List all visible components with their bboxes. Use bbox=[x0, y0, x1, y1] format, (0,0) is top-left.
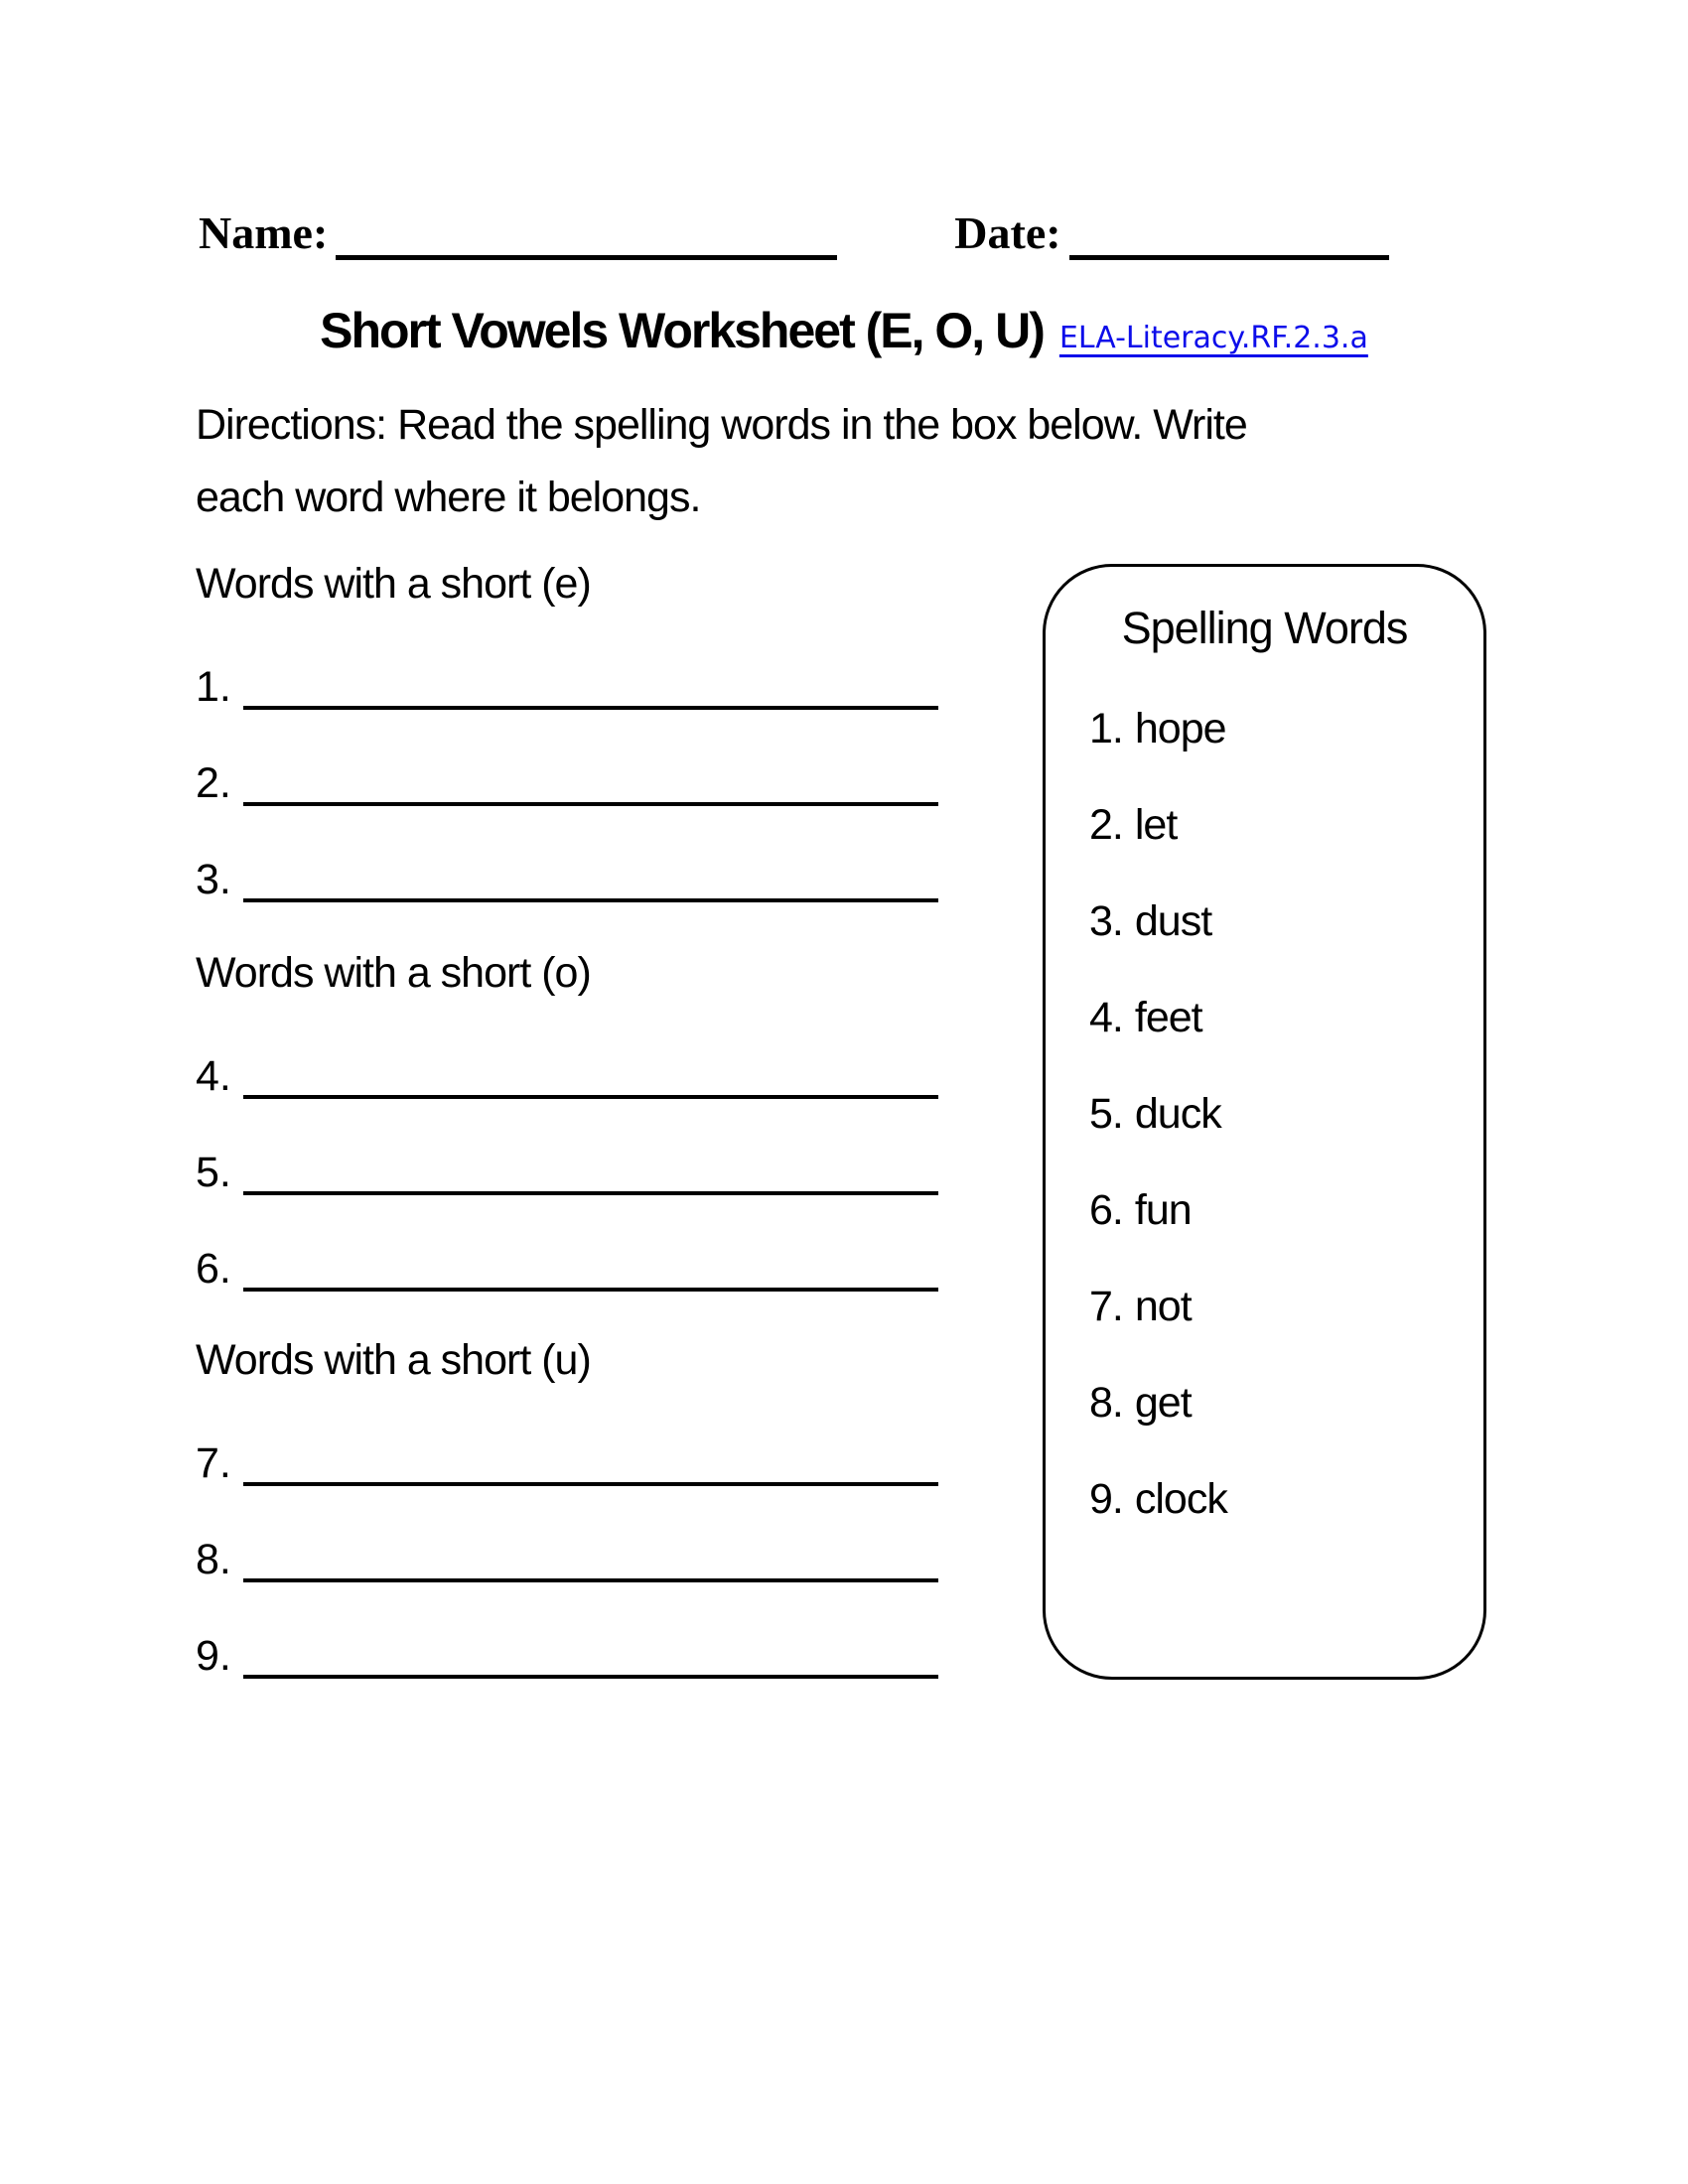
date-blank-line bbox=[1069, 202, 1389, 260]
blank-number-4: 4. bbox=[196, 1052, 231, 1100]
answer-blank-line-9 bbox=[243, 1578, 938, 1679]
directions-line-2: each word where it belongs. bbox=[196, 474, 701, 521]
section-short-u bbox=[196, 1330, 938, 1679]
directions-line-1: Directions: Read the spelling words in the box below. Write bbox=[196, 401, 1247, 449]
title-row bbox=[0, 301, 1688, 360]
word-number-4: 4. bbox=[1089, 994, 1123, 1041]
spelling-word-item-7 bbox=[1089, 1284, 1483, 1329]
spelling-word-item-6 bbox=[1089, 1187, 1483, 1233]
word-number-7: 7. bbox=[1089, 1283, 1123, 1330]
word-number-3: 3. bbox=[1089, 897, 1123, 945]
word-text-5: duck bbox=[1134, 1090, 1221, 1138]
word-number-2: 2. bbox=[1089, 801, 1123, 849]
answer-blank-line-7 bbox=[243, 1386, 938, 1486]
directions-text bbox=[196, 389, 1247, 534]
spelling-word-item-8 bbox=[1089, 1380, 1483, 1426]
name-date-row bbox=[199, 202, 1389, 260]
word-text-9: clock bbox=[1134, 1475, 1227, 1523]
ela-standard-link[interactable]: ELA-Literacy.RF.2.3.a bbox=[1058, 321, 1368, 355]
page-title: Short Vowels Worksheet (E, O, U) bbox=[320, 303, 1044, 358]
section-heading-short-u: Words with a short (u) bbox=[196, 1336, 591, 1384]
spelling-word-item-1 bbox=[1089, 706, 1483, 751]
blank-number-9: 9. bbox=[196, 1632, 231, 1680]
answer-blank-line-2 bbox=[243, 706, 938, 806]
spelling-word-item-9 bbox=[1089, 1476, 1483, 1522]
word-number-6: 6. bbox=[1089, 1186, 1123, 1234]
spelling-word-item-2 bbox=[1089, 802, 1483, 848]
blank-number-7: 7. bbox=[196, 1439, 231, 1487]
word-text-1: hope bbox=[1134, 705, 1226, 752]
blank-row-8 bbox=[196, 1486, 938, 1582]
blank-row-5 bbox=[196, 1099, 938, 1195]
blank-row-2 bbox=[196, 710, 938, 806]
blank-row-6 bbox=[196, 1195, 938, 1292]
date-label: Date: bbox=[954, 207, 1061, 258]
blank-number-8: 8. bbox=[196, 1536, 231, 1583]
word-number-8: 8. bbox=[1089, 1379, 1123, 1427]
spelling-word-item-5 bbox=[1089, 1091, 1483, 1137]
section-heading-short-o: Words with a short (o) bbox=[196, 949, 591, 997]
blank-row-3 bbox=[196, 806, 938, 902]
answer-blank-line-4 bbox=[243, 999, 938, 1099]
blank-number-5: 5. bbox=[196, 1149, 231, 1196]
spelling-word-item-4 bbox=[1089, 995, 1483, 1040]
section-heading-short-e: Words with a short (e) bbox=[196, 560, 591, 608]
spelling-words-box bbox=[1043, 564, 1486, 1680]
word-number-1: 1. bbox=[1089, 705, 1123, 752]
blank-number-3: 3. bbox=[196, 856, 231, 903]
blank-row-4 bbox=[196, 1003, 938, 1099]
blank-number-6: 6. bbox=[196, 1245, 231, 1293]
spelling-box-title: Spelling Words bbox=[1121, 603, 1408, 653]
answer-blank-line-3 bbox=[243, 802, 938, 902]
spelling-word-item-3 bbox=[1089, 898, 1483, 944]
blank-row-7 bbox=[196, 1390, 938, 1486]
answer-blank-line-8 bbox=[243, 1482, 938, 1582]
name-label: Name: bbox=[199, 207, 329, 258]
answer-blank-line-1 bbox=[243, 610, 938, 710]
blank-row-1 bbox=[196, 614, 938, 710]
word-text-3: dust bbox=[1134, 897, 1212, 945]
section-short-e bbox=[196, 554, 938, 902]
name-blank-line bbox=[336, 202, 837, 260]
word-number-5: 5. bbox=[1089, 1090, 1123, 1138]
word-number-9: 9. bbox=[1089, 1475, 1123, 1523]
blank-row-9 bbox=[196, 1582, 938, 1679]
blank-number-1: 1. bbox=[196, 663, 231, 711]
word-text-6: fun bbox=[1134, 1186, 1192, 1234]
answer-blank-line-5 bbox=[243, 1095, 938, 1195]
word-text-4: feet bbox=[1134, 994, 1202, 1041]
blank-number-2: 2. bbox=[196, 759, 231, 807]
word-text-7: not bbox=[1134, 1283, 1192, 1330]
answer-blank-line-6 bbox=[243, 1191, 938, 1292]
spelling-words-list bbox=[1046, 706, 1483, 1522]
section-short-o bbox=[196, 943, 938, 1292]
word-text-8: get bbox=[1134, 1379, 1192, 1427]
word-text-2: let bbox=[1134, 801, 1178, 849]
